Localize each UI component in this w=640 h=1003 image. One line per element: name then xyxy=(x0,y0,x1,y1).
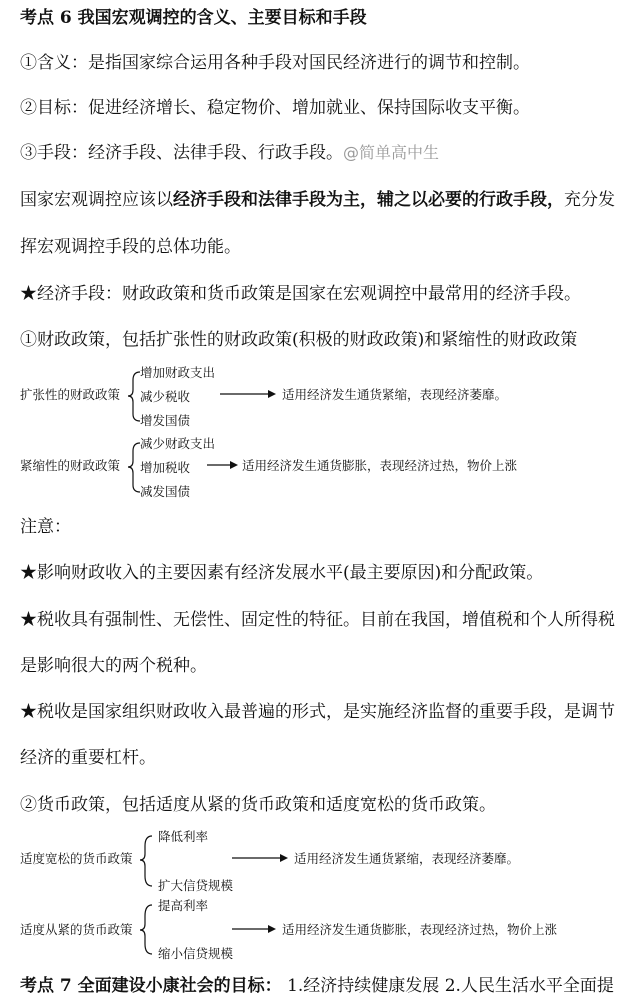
arrowhead-3 xyxy=(280,854,288,862)
brace-expansionary-fiscal xyxy=(128,372,140,421)
fiscal-expansionary-result: 适用经济发生通货紧缩，表现经济萎靡。 xyxy=(282,387,508,402)
brace-contractionary-fiscal xyxy=(128,443,140,492)
brace-loose-monetary xyxy=(140,836,152,886)
section7-title: 考点 7 全面建设小康社会的目标： xyxy=(20,976,282,996)
fiscal-policy-text: ①财政政策，包括扩张性的财政政策(积极的财政政策)和紧缩性的财政政策 xyxy=(20,330,578,350)
fiscal-expansionary-item: 增加财政支出 xyxy=(140,365,216,380)
meaning-text: ①含义：是指国家综合运用各种手段对国民经济进行的调节和控制。 xyxy=(20,53,530,73)
means-text: ③手段：经济手段、法律手段、行政手段。 xyxy=(20,143,343,163)
principle-pre: 国家宏观调控应该以 xyxy=(20,190,173,210)
note-2-line-2: 是影响很大的两个税种。 xyxy=(20,656,207,676)
monetary-tight-item: 缩小信贷规模 xyxy=(158,946,234,961)
arrowhead-2 xyxy=(230,461,238,469)
note-3-line-2: 经济的重要杠杆。 xyxy=(20,748,156,768)
goals-text: ②目标：促进经济增长、稳定物价、增加就业、保持国际收支平衡。 xyxy=(20,98,530,118)
economic-means-text: ★经济手段：财政政策和货币政策是国家在宏观调控中最常用的经济手段。 xyxy=(20,284,581,304)
fiscal-contractionary-result: 适用经济发生通货膨胀，表现经济过热，物价上涨 xyxy=(242,458,518,473)
fiscal-contractionary-item: 减少财政支出 xyxy=(140,436,216,451)
brace-tight-monetary xyxy=(140,905,152,954)
watermark: @简单高中生 xyxy=(343,143,440,162)
section6-title: 考点 6 我国宏观调控的含义、主要目标和手段 xyxy=(20,8,367,28)
monetary-tight-result: 适用经济发生通货膨胀，表现经济过热，物价上涨 xyxy=(282,922,558,937)
note-2-line-1: ★税收具有强制性、无偿性、固定性的特征。目前在我国，增值税和个人所得税 xyxy=(20,610,615,630)
note-3-line-1: ★税收是国家组织财政收入最普遍的形式，是实施经济监督的重要手段，是调节 xyxy=(20,702,615,722)
note-title: 注意： xyxy=(20,517,71,537)
monetary-loose-item: 降低利率 xyxy=(158,829,209,844)
principle-bold: 经济手段和法律手段为主，辅之以必要的行政手段， xyxy=(173,190,564,210)
fiscal-contractionary-item: 减发国债 xyxy=(140,484,191,499)
principle-line-2: 挥宏观调控手段的总体功能。 xyxy=(20,237,241,257)
monetary-loose-label: 适度宽松的货币政策 xyxy=(20,851,133,866)
note-1: ★影响财政收入的主要因素有经济发展水平(最主要原因)和分配政策。 xyxy=(20,563,544,583)
fiscal-contractionary-item: 增加税收 xyxy=(140,460,191,475)
monetary-tight-label: 适度从紧的货币政策 xyxy=(20,922,133,937)
monetary-loose-result: 适用经济发生通货紧缩，表现经济萎靡。 xyxy=(294,851,520,866)
fiscal-expansionary-item: 增发国债 xyxy=(140,413,191,428)
monetary-loose-item: 扩大信贷规模 xyxy=(158,878,234,893)
arrowhead-4 xyxy=(268,925,276,933)
fiscal-expansionary-item: 减少税收 xyxy=(140,389,191,404)
section7-line xyxy=(20,974,614,998)
monetary-policy-text: ②货币政策，包括适度从紧的货币政策和适度宽松的货币政策。 xyxy=(20,795,496,815)
arrowhead-1 xyxy=(268,390,276,398)
section7-text: 1.经济持续健康发展 2.人民生活水平全面提 xyxy=(287,976,614,996)
monetary-tight-item: 提高利率 xyxy=(158,898,209,913)
principle-post: 充分发 xyxy=(564,190,615,210)
fiscal-expansionary-label: 扩张性的财政政策 xyxy=(20,387,121,402)
fiscal-contractionary-label: 紧缩性的财政政策 xyxy=(20,458,121,473)
